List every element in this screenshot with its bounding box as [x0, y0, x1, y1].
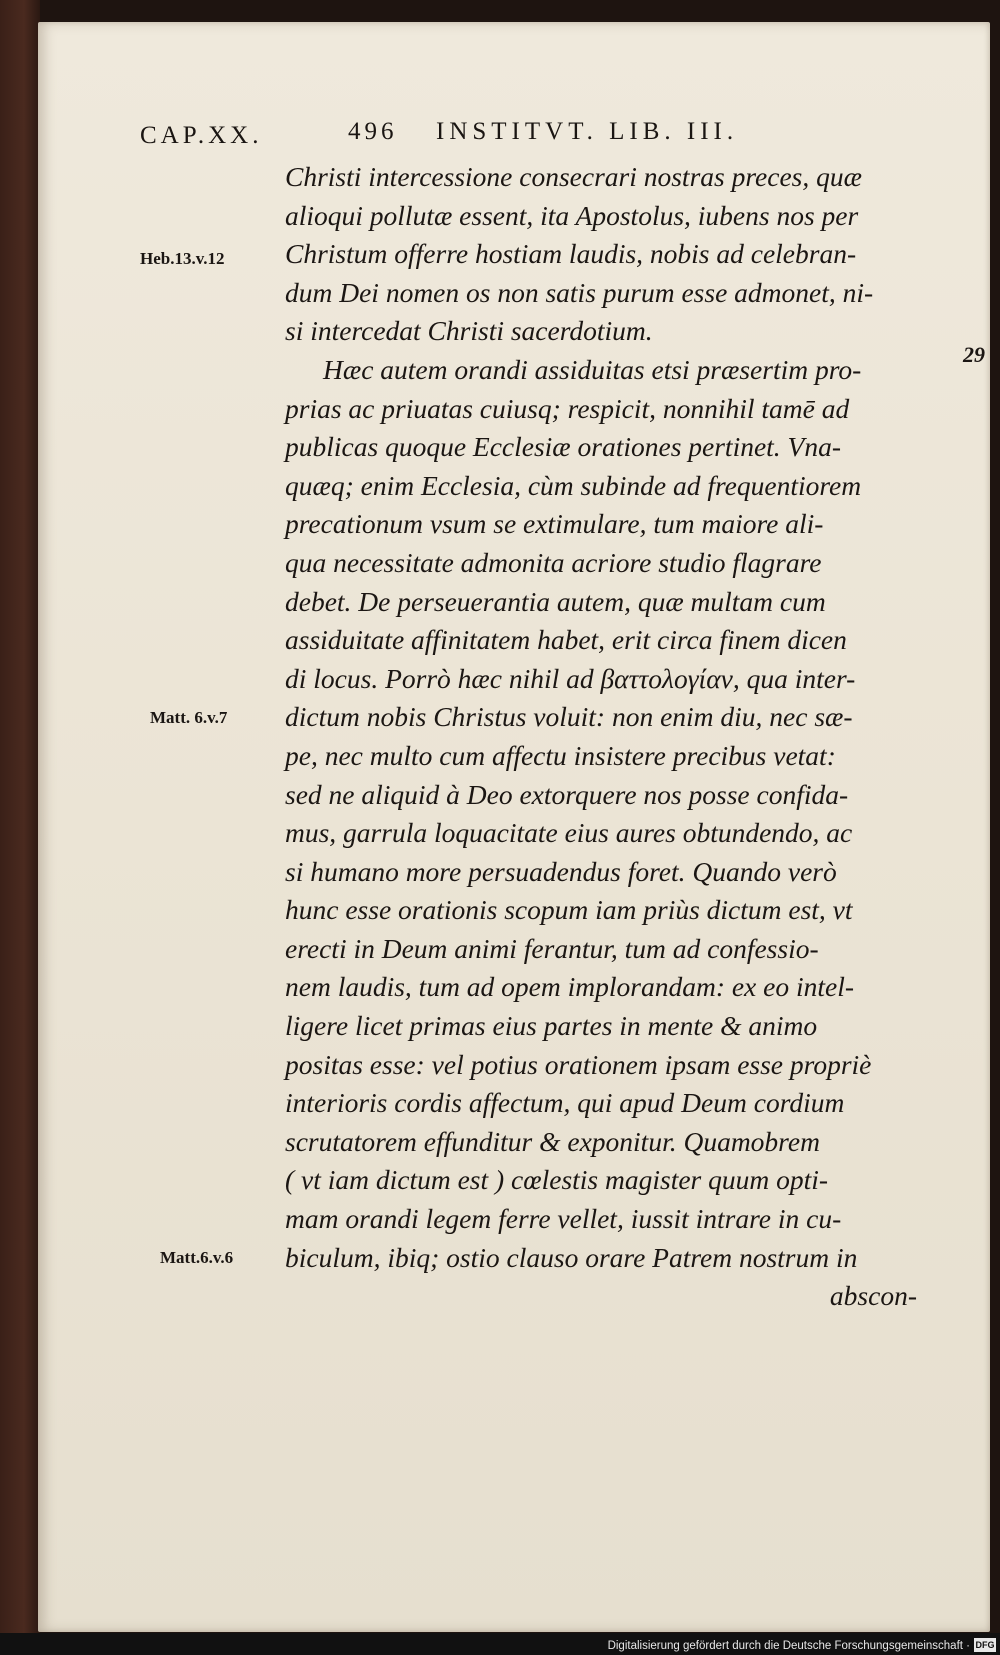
margin-note-matt-6-7: Matt. 6.v.7: [150, 708, 228, 727]
text-line: hunc esse orationis scopum iam priùs dictum est, vt: [285, 894, 853, 926]
text-line: pe, nec multo cum affectu insistere precibus vetat:: [285, 739, 836, 771]
text-line: si intercedat Christi sacerdotium.: [285, 315, 653, 347]
text-line: qua necessitate admonita acriore studio flagrare: [285, 546, 822, 578]
text-line: interioris cordis affectum, qui apud Deum cordium: [285, 1087, 845, 1119]
text-line: prias ac priuatas cuiusq; respicit, nonnihil tamē ad: [285, 392, 850, 424]
footer-credit: Digitalisierung gefördert durch die Deutsche Forschungsgemeinschaft ·: [607, 1640, 970, 1652]
text-line: scrutatorem effunditur & exponitur. Quamobrem: [285, 1125, 820, 1157]
text-line: erecti in Deum animi ferantur, tum ad confessio-: [285, 932, 819, 964]
text-line: mam orandi legem ferre vellet, iussit intrare in cu-: [285, 1203, 842, 1235]
book-title: INSTITVT. LIB. III.: [436, 118, 739, 145]
footer-bar: [0, 1633, 1000, 1655]
page-number: 496: [348, 118, 398, 145]
text-line: ligere licet primas eius partes in mente & animo: [285, 1010, 818, 1042]
signature-mark: 29: [963, 342, 985, 367]
text-line: dictum nobis Christus voluit: non enim diu, nec sæ-: [285, 701, 853, 733]
text-line: ( vt iam dictum est ) cœlestis magister quum opti-: [285, 1164, 829, 1196]
text-line: debet. De perseuerantia autem, quæ multam cum: [285, 585, 826, 617]
text-line: dum Dei nomen os non satis purum esse admonet, ni-: [285, 276, 874, 308]
text-line: Hæc autem orandi assiduitas etsi præsertim pro-: [323, 353, 862, 385]
text-line: si humano more persuadendus foret. Quando verò: [285, 855, 837, 887]
text-line: precationum vsum se extimulare, tum maiore ali-: [285, 508, 824, 540]
background-edge: [0, 0, 40, 1655]
text-line: mus, garrula loquacitate eius aures obtundendo, ac: [285, 817, 853, 849]
text-line: assiduitate affinitatem habet, erit circa finem dicen: [285, 624, 847, 656]
text-line: Christi intercessione consecrari nostras preces, quæ: [285, 161, 862, 192]
text-line: Christum offerre hostiam laudis, nobis ad celebran-: [285, 238, 857, 270]
dfg-logo-icon: DFG: [975, 1640, 995, 1650]
text-line: alioqui pollutæ essent, ita Apostolus, iubens nos per: [285, 199, 859, 231]
text-line: di locus. Porrò hæc nihil ad βαττολογίαν, qua inter-: [285, 662, 856, 694]
text-line: publicas quoque Ecclesiæ orationes pertinet. Vna-: [285, 431, 842, 463]
body-text: [285, 158, 925, 1316]
chapter-label: CAP.XX.: [140, 122, 263, 149]
text-line: biculum, ibiq; ostio clauso orare Patrem nostrum in: [285, 1241, 858, 1273]
text-line: quæq; enim Ecclesia, cùm subinde ad frequentiorem: [285, 469, 862, 501]
catchword: abscon-: [829, 1280, 917, 1312]
text-line: positas esse: vel potius orationem ipsam esse propriè: [285, 1048, 872, 1080]
text-line: nem laudis, tum ad opem implorandam: ex eo intel-: [285, 971, 855, 1003]
margin-note-matt-6-6: Matt.6.v.6: [160, 1248, 234, 1267]
text-line: sed ne aliquid à Deo extorquere nos posse confida-: [285, 778, 849, 810]
running-head: [140, 118, 800, 158]
margin-note-heb: Heb.13.v.12: [140, 249, 225, 268]
